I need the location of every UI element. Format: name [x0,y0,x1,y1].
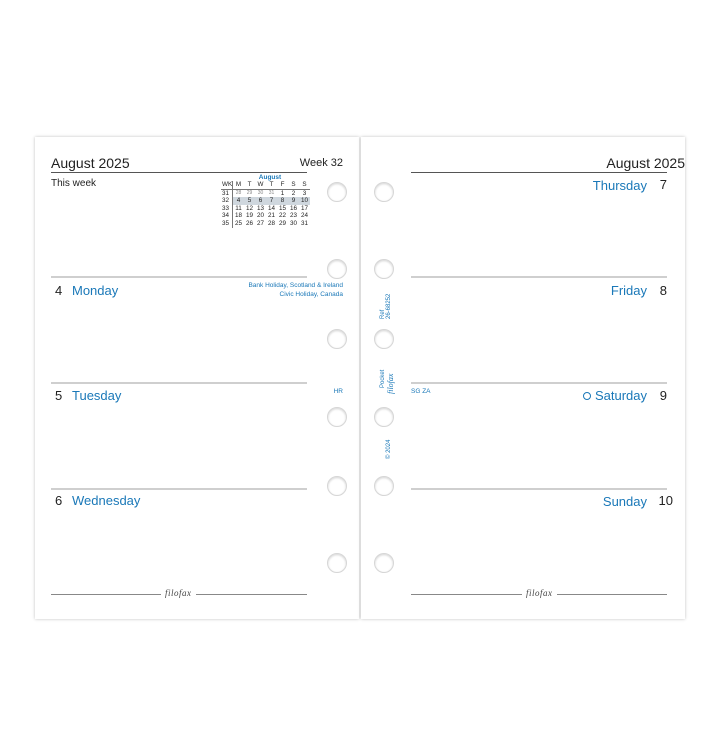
moon-phase-icon [583,392,591,400]
calendar-day: 7 [266,197,277,205]
day-divider [411,276,667,278]
spine-brand-logo: filofax [386,373,395,394]
week-number: Week 32 [299,157,343,169]
calendar-day: 31 [268,189,275,196]
holiday-note: SG ZA [411,388,431,395]
calendar-day: 15 [278,204,286,212]
day-name: Wednesday [72,493,141,508]
calendar-day: 30 [289,219,297,227]
filofax-logo: filofax [522,588,557,598]
binder-hole [374,553,394,573]
holiday-note: Bank Holiday, Scotland & Ireland [248,282,343,289]
calendar-day: 29 [278,219,286,227]
binder-hole [374,476,394,496]
calendar-week-number: 33 [221,205,233,213]
binder-hole [374,329,394,349]
month-title: August 2025 [51,155,130,171]
binder-hole [327,407,347,427]
header-rule [411,172,667,173]
binder-hole [327,329,347,349]
binder-hole [327,182,347,202]
calendar-day: 22 [278,212,286,220]
calendar-day: 11 [235,204,242,212]
day-number: 5 [55,388,63,403]
day-divider [411,488,667,490]
holiday-note: HR [333,388,343,395]
calendar-header-cell: W [255,181,266,190]
day-divider [51,488,307,490]
calendar-day: 5 [244,197,255,205]
calendar-day: 3 [302,189,307,197]
calendar-day: 9 [288,197,299,205]
this-week-label: This week [51,178,97,189]
day-name: Sunday [602,494,647,509]
calendar-day: 31 [300,219,308,227]
calendar-header-cell: F [277,181,288,190]
calendar-day: 27 [256,219,264,227]
calendar-day: 6 [255,197,266,205]
calendar-day: 28 [267,219,275,227]
calendar-day: 21 [267,212,275,220]
binder-hole [327,476,347,496]
calendar-day: 17 [300,204,308,212]
calendar-week-number: 35 [221,220,233,228]
day-number: 7 [659,177,667,192]
calendar-header-cell: T [266,181,277,190]
day-number: 10 [658,493,673,508]
calendar-header-cell: WK [222,181,233,188]
calendar-day: 1 [280,189,285,197]
calendar-day: 30 [257,189,264,196]
day-number: 6 [55,493,63,508]
binder-hole [374,182,394,202]
ref-label: Ref [380,309,386,319]
binder-hole [374,407,394,427]
mini-calendar-title: August [258,174,282,181]
calendar-day: 2 [291,189,296,197]
day-number: 9 [659,388,667,403]
calendar-day: 25 [234,219,242,227]
calendar-day: 13 [256,204,264,212]
binder-hole [327,259,347,279]
calendar-day: 12 [245,204,253,212]
calendar-header-cell: M [233,181,244,190]
day-divider [51,276,307,278]
copyright: © 2024 [386,439,392,459]
calendar-header-cell: S [299,181,310,190]
calendar-day: 28 [235,189,242,196]
left-page [35,137,359,619]
mini-calendar [221,174,311,228]
day-name: Tuesday [72,388,122,403]
day-name: Saturday [594,388,647,403]
calendar-week-number: 32 [221,197,233,205]
calendar-day: 4 [233,197,244,205]
calendar-day: 23 [289,212,297,220]
calendar-week-number: 34 [221,212,233,220]
day-name: Thursday [592,178,647,193]
calendar-week-number: 31 [221,190,233,198]
day-divider [411,382,667,384]
mini-calendar-grid [221,181,311,228]
day-name: Monday [72,283,119,298]
calendar-day: 29 [246,189,253,196]
calendar-header-cell: S [288,181,299,190]
calendar-header-cell: T [244,181,255,190]
month-title: August 2025 [606,155,685,171]
binder-hole [374,259,394,279]
binder-hole [327,553,347,573]
calendar-day: 10 [300,197,308,205]
calendar-day: 16 [289,204,297,212]
calendar-day: 18 [234,212,242,220]
day-divider [51,382,307,384]
day-name: Friday [610,283,647,298]
holiday-note: Civic Holiday, Canada [279,291,343,298]
calendar-day: 20 [256,212,264,220]
day-number: 4 [55,283,63,298]
filofax-logo: filofax [161,588,196,598]
ref-code: 26-68252 [386,293,392,319]
calendar-day: 26 [245,219,253,227]
calendar-day: 24 [300,212,308,220]
calendar-day: 14 [267,204,275,212]
size-label: Pocket [380,369,386,388]
right-page [361,137,685,619]
calendar-day: 8 [277,197,288,205]
calendar-day: 19 [245,212,253,220]
header-rule [51,172,307,173]
day-number: 8 [659,283,667,298]
